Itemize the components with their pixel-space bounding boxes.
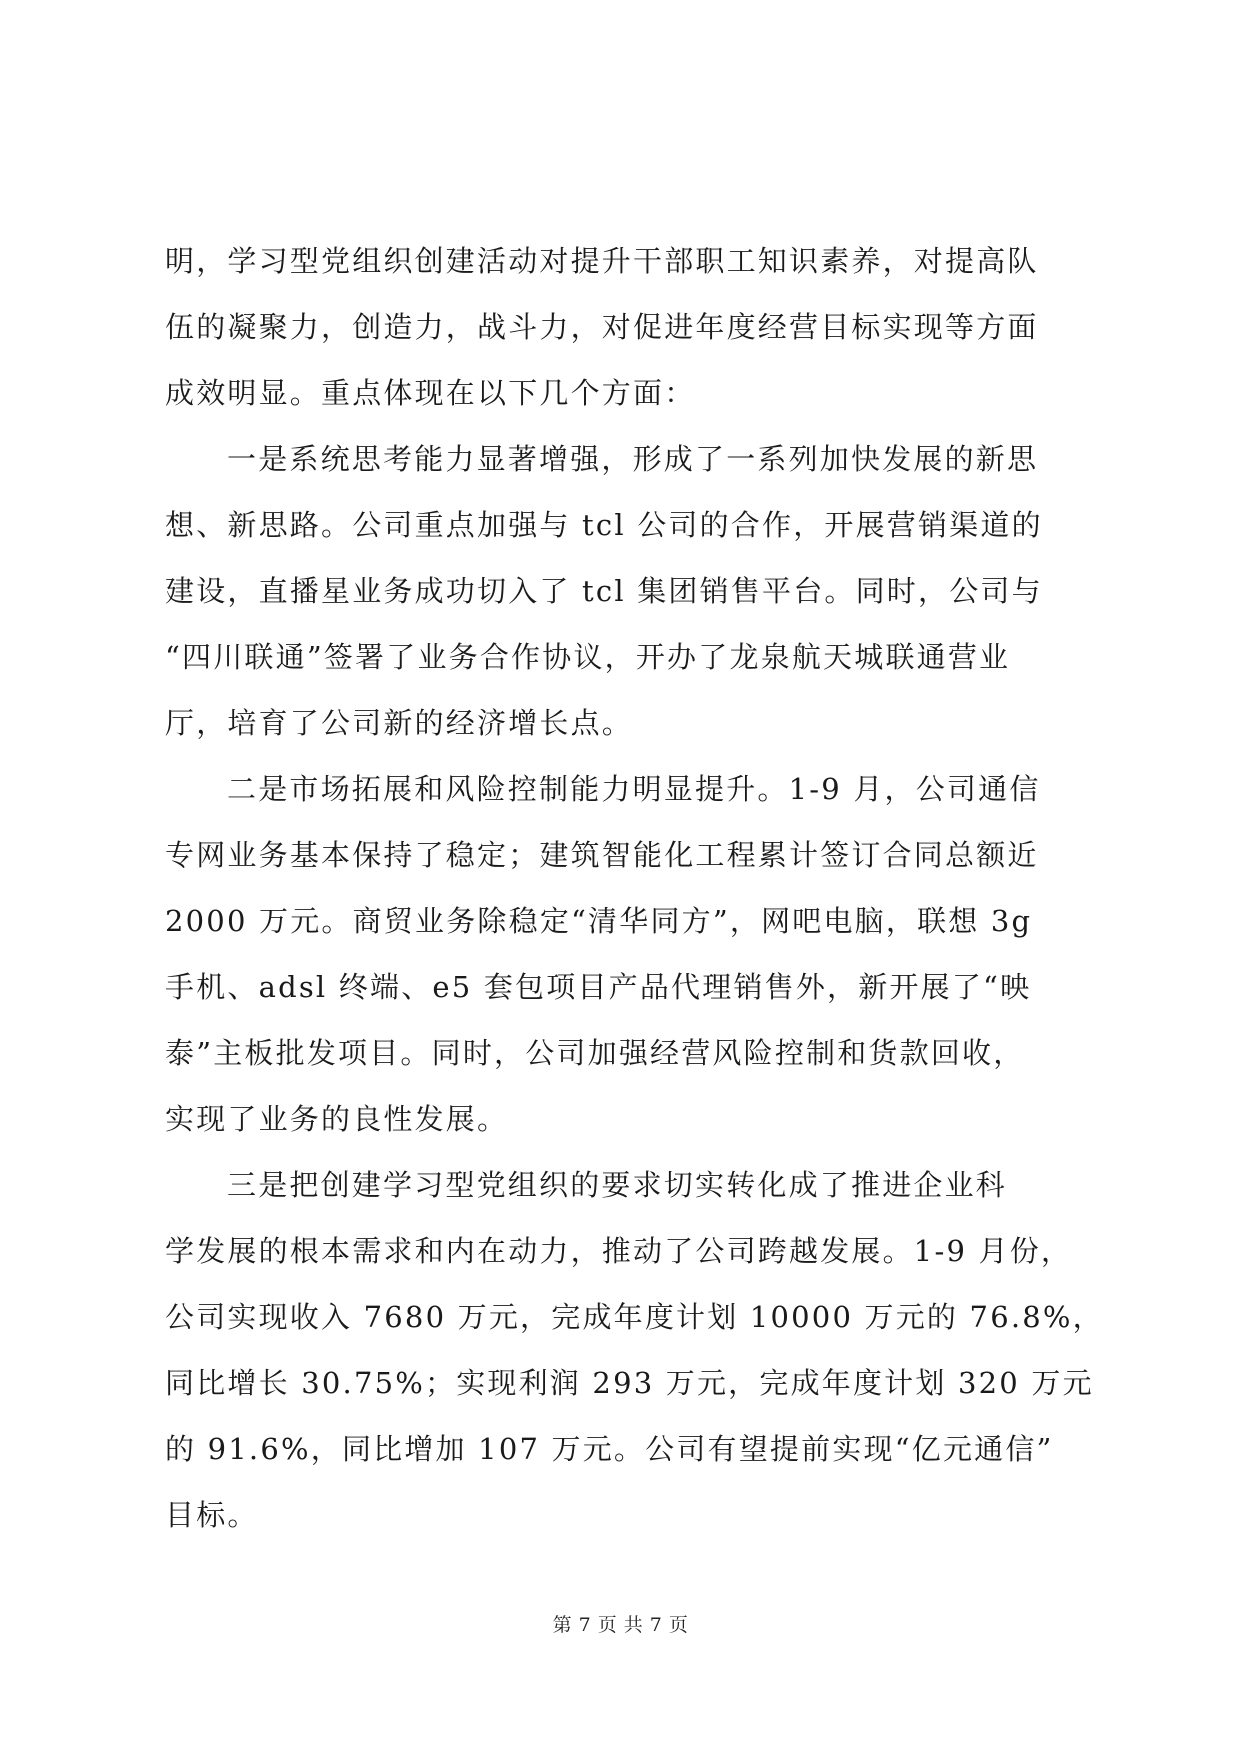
- text-line: 泰”主板批发项目。同时，公司加强经营风险控制和货款回收，: [165, 1036, 1025, 1070]
- text-line: 想、新思路。公司重点加强与 tcl 公司的合作，开展营销渠道的: [165, 508, 1043, 542]
- text-line: 学发展的根本需求和内在动力，推动了公司跨越发展。1-9 月份，: [165, 1234, 1073, 1268]
- text-line: 的 91.6%，同比增加 107 万元。公司有望提前实现“亿元通信”: [165, 1432, 1054, 1466]
- text-line: 明，学习型党组织创建活动对提升干部职工知识素养，对提高队: [165, 244, 1039, 278]
- paragraph-start-line: 二是市场拓展和风险控制能力明显提升。1-9 月，公司通信: [227, 772, 1041, 806]
- text-line: 建设，直播星业务成功切入了 tcl 集团销售平台。同时，公司与: [165, 574, 1043, 608]
- document-body: [165, 228, 1104, 1548]
- text-line: “四川联通”签署了业务合作协议，开办了龙泉航天城联通营业: [165, 640, 1011, 674]
- text-line: 伍的凝聚力，创造力，战斗力，对促进年度经营目标实现等方面: [165, 310, 1039, 344]
- text-line: 目标。: [165, 1498, 259, 1532]
- text-line: 成效明显。重点体现在以下几个方面：: [165, 376, 696, 410]
- paragraph-start-line: 一是系统思考能力显著增强，形成了一系列加快发展的新思: [227, 442, 1039, 476]
- paragraph-start-line: 三是把创建学习型党组织的要求切实转化成了推进企业科: [227, 1168, 1008, 1202]
- text-line: 手机、adsl 终端、e5 套包项目产品代理销售外，新开展了“映: [165, 970, 1032, 1004]
- text-line: 实现了业务的良性发展。: [165, 1102, 509, 1136]
- text-line: 厅，培育了公司新的经济增长点。: [165, 706, 634, 740]
- page-number-footer: 第 7 页 共 7 页: [552, 1614, 689, 1636]
- text-line: 专网业务基本保持了稳定；建筑智能化工程累计签订合同总额近: [165, 838, 1039, 872]
- text-line: 2000 万元。商贸业务除稳定“清华同方”，网吧电脑，联想 3g: [165, 904, 1033, 938]
- text-line: 同比增长 30.75%；实现利润 293 万元，完成年度计划 320 万元: [165, 1366, 1094, 1400]
- text-line: 公司实现收入 7680 万元，完成年度计划 10000 万元的 76.8%，: [165, 1300, 1104, 1334]
